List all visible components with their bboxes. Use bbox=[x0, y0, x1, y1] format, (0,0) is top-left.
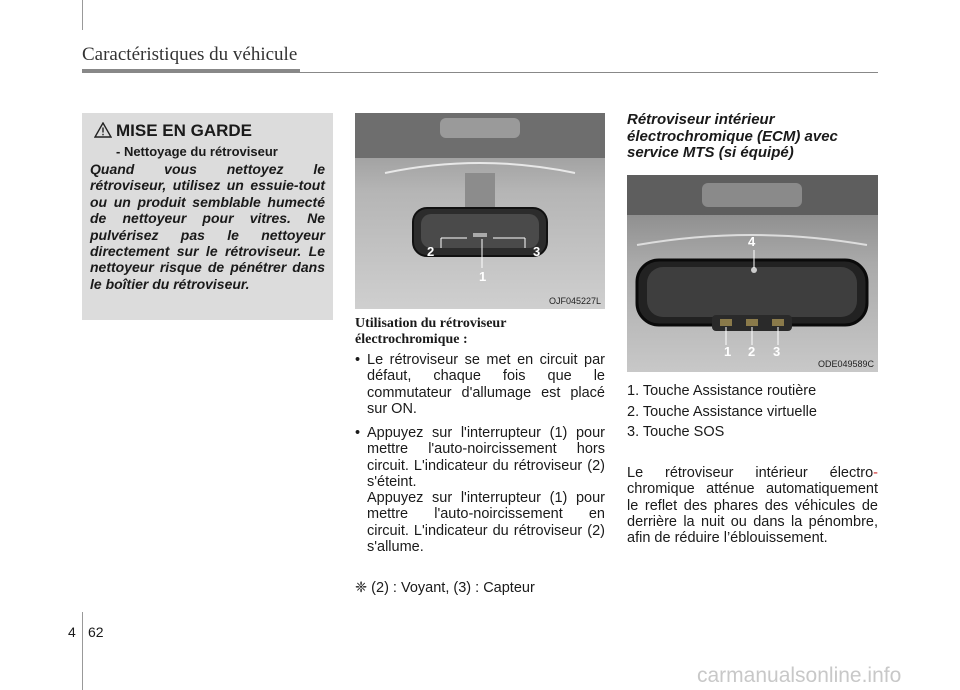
callout-2: 2 bbox=[748, 344, 756, 359]
figure-code: ODE049589C bbox=[817, 359, 874, 369]
bullet-continuation bbox=[355, 490, 605, 555]
margin-line-bottom bbox=[82, 612, 83, 690]
bullet-dot: • bbox=[355, 425, 361, 441]
bullet-text: Le rétroviseur se met en circuit par défaut, chaque fois que le commutateur d'allumage est placé sur ON. bbox=[367, 352, 605, 417]
section-number: 4 bbox=[68, 624, 76, 640]
paragraph-rest: chromique atténue automatiquement le reflet des phares des véhicules de derrière la nuit ou dans la pénombre, afin de réduire l’éblouissement. bbox=[627, 481, 878, 547]
header-rule bbox=[82, 72, 878, 73]
list-item: 1. Touche Assistance routière bbox=[627, 383, 817, 399]
ecm-usage-heading: Utilisation du rétroviseur électrochromique : bbox=[355, 316, 507, 347]
warning-body: Quand vous nettoyez le rétroviseur, utilisez un essuie-tout ou un produit semblable humecté de nettoyeur pour vitres. Ne pulvérisez pas le nettoyeur directement sur le rétroviseur. Le nettoyeur risque de pénétrer dans le boîtier du rétroviseur. bbox=[90, 161, 325, 292]
section-paragraph bbox=[627, 465, 878, 546]
callout-3: 3 bbox=[773, 344, 781, 359]
bullet-dot: • bbox=[355, 352, 361, 368]
bullet-text: Appuyez sur l'interrupteur (1) pour mettre l'auto-noircissement en circuit. L'indicateur du rétroviseur (2) s'allume. bbox=[367, 490, 605, 555]
warning-triangle-icon bbox=[94, 122, 112, 138]
callout-1: 1 bbox=[479, 269, 487, 284]
mts-mirror-illustration bbox=[627, 175, 878, 372]
callout-3: 3 bbox=[533, 244, 541, 259]
callout-4: 4 bbox=[748, 234, 756, 249]
paragraph-hyphen: - bbox=[873, 465, 878, 481]
legend-note: ❈ (2) : Voyant, (3) : Capteur bbox=[355, 580, 535, 596]
callout-1: 1 bbox=[724, 344, 732, 359]
warning-title: MISE EN GARDE bbox=[116, 121, 253, 140]
ecm-mirror-photo bbox=[355, 113, 605, 309]
watermark: carmanualsonline.info bbox=[697, 664, 902, 687]
bullet-text: Appuyez sur l'interrupteur (1) pour mettre l'auto-noircissement hors circuit. L'indicateur du rétroviseur (2) s'éteint. bbox=[367, 425, 605, 490]
paragraph-start: Le rétroviseur intérieur électro bbox=[627, 465, 874, 481]
page-header-title: Caractéristiques du véhicule bbox=[82, 44, 298, 65]
warning-subtitle: - Nettoyage du rétroviseur bbox=[116, 144, 278, 159]
margin-line-top bbox=[82, 0, 83, 30]
section-title: Rétroviseur intérieur électrochromique (ECM) avec service MTS (si équipé) bbox=[627, 111, 838, 161]
bullet-item bbox=[355, 425, 605, 490]
ecm-mts-mirror-photo bbox=[627, 175, 878, 372]
bullet-item bbox=[355, 352, 605, 417]
page-number: 62 bbox=[88, 624, 104, 640]
list-item: 2. Touche Assistance virtuelle bbox=[627, 404, 817, 420]
figure-code: OJF045227L bbox=[548, 296, 601, 306]
warning-box bbox=[82, 113, 333, 320]
list-item: 3. Touche SOS bbox=[627, 424, 725, 440]
callout-2: 2 bbox=[427, 244, 435, 259]
